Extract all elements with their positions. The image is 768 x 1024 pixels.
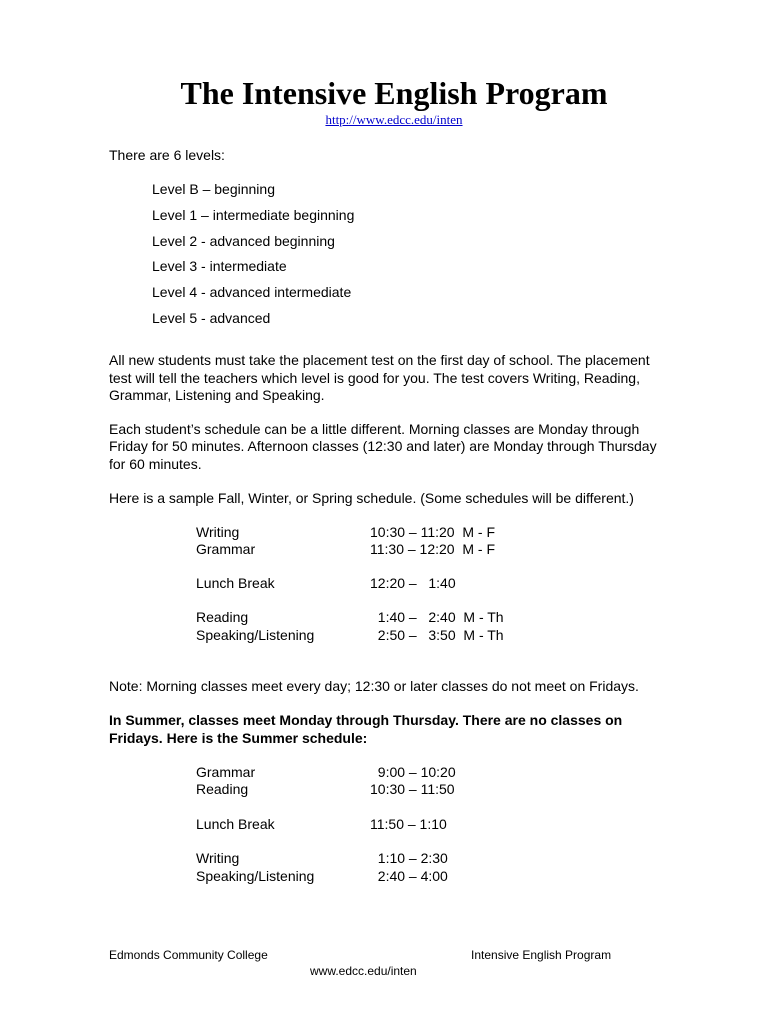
schedule-class-time: 2:50 – 3:50 M - Th: [370, 627, 504, 643]
level-item: Level 5 - advanced: [152, 310, 271, 326]
level-item: Level 4 - advanced intermediate: [152, 284, 352, 300]
summer-class-name: Grammar: [196, 764, 256, 780]
summer-intro-line: In Summer, classes meet Monday through Thursday. There are no classes on: [109, 712, 623, 728]
summer-class-name: Reading: [196, 781, 249, 797]
summer-class-time: 2:40 – 4:00: [370, 868, 448, 884]
sample-intro: Here is a sample Fall, Winter, or Spring schedule. (Some schedules will be different.): [109, 490, 634, 506]
level-item: Level 1 – intermediate beginning: [152, 207, 355, 223]
schedule-class-time: 10:30 – 11:20 M - F: [370, 524, 496, 540]
summer-class-name: Lunch Break: [196, 816, 275, 832]
levels-intro: There are 6 levels:: [109, 147, 225, 163]
footer-college: Edmonds Community College: [109, 948, 268, 962]
schedule-class-name: Grammar: [196, 541, 256, 557]
summer-intro-line: Fridays. Here is the Summer schedule:: [109, 730, 368, 746]
footer-url: www.edcc.edu/inten: [310, 964, 417, 978]
placement-line: Grammar, Listening and Speaking.: [109, 387, 325, 403]
schedule-class-name: Lunch Break: [196, 575, 275, 591]
schedule-class-name: Speaking/Listening: [196, 627, 315, 643]
level-item: Level 2 - advanced beginning: [152, 233, 335, 249]
schedule-line: for 60 minutes.: [109, 456, 202, 472]
schedule-line: Each student’s schedule can be a little different. Morning classes are Monday through: [109, 421, 640, 437]
footer-program: Intensive English Program: [471, 948, 612, 962]
schedule-class-time: 12:20 – 1:40: [370, 575, 456, 591]
summer-class-name: Speaking/Listening: [196, 868, 315, 884]
level-item: Level B – beginning: [152, 181, 275, 197]
schedule-class-time: 11:30 – 12:20 M - F: [370, 541, 496, 557]
level-item: Level 3 - intermediate: [152, 258, 287, 274]
schedule-class-time: 1:40 – 2:40 M - Th: [370, 609, 504, 625]
summer-class-time: 1:10 – 2:30: [370, 850, 448, 866]
summer-class-name: Writing: [196, 850, 240, 866]
program-link[interactable]: http://www.edcc.edu/inten: [325, 112, 463, 127]
summer-class-time: 9:00 – 10:20: [370, 764, 456, 780]
summer-class-time: 10:30 – 11:50: [370, 781, 455, 797]
page-title: The Intensive English Program: [180, 75, 608, 111]
placement-line: test will tell the teachers which level is good for you. The test covers Writing, Reading,: [109, 370, 640, 386]
schedule-class-name: Reading: [196, 609, 249, 625]
schedule-note: Note: Morning classes meet every day; 12:30 or later classes do not meet on Fridays.: [109, 678, 639, 694]
schedule-class-name: Writing: [196, 524, 240, 540]
schedule-line: Friday for 50 minutes. Afternoon classes (12:30 and later) are Monday through Thursday: [109, 438, 657, 454]
program-url: [0, 112, 768, 128]
placement-line: All new students must take the placement test on the first day of school. The placement: [109, 352, 650, 368]
summer-class-time: 11:50 – 1:10: [370, 816, 447, 832]
